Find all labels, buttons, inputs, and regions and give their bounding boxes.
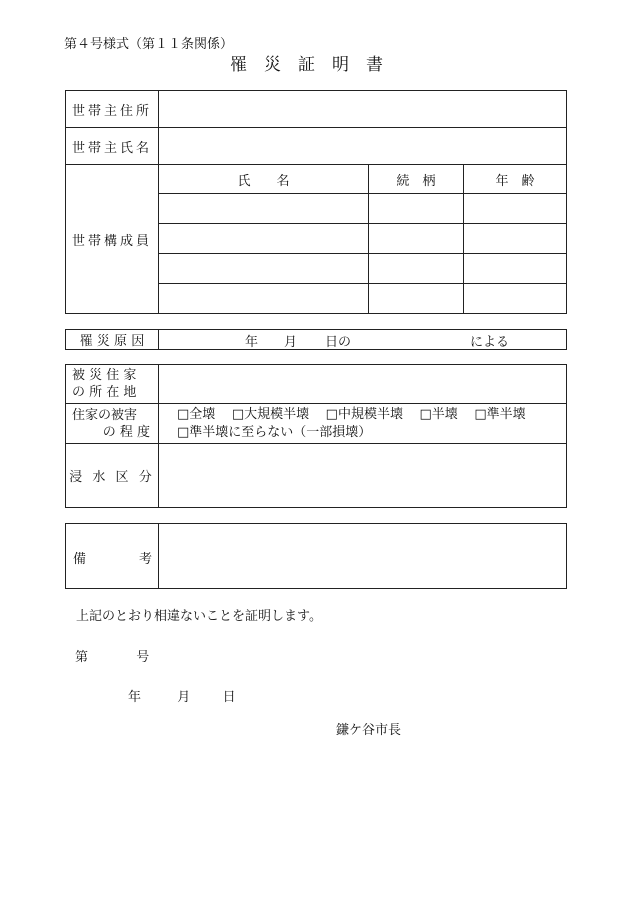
remarks-label xyxy=(66,524,159,589)
remarks-label-right: 考 xyxy=(138,552,152,567)
page-title: 罹災証明書 xyxy=(230,55,400,75)
issue-day: 日 xyxy=(222,690,236,705)
member-name-cell[interactable] xyxy=(159,224,369,254)
damage-option-total[interactable]: □全壊 xyxy=(177,406,216,422)
remarks-field[interactable] xyxy=(159,524,567,589)
form-number: 第４号様式（第１１条関係） xyxy=(64,37,234,52)
remarks-label-left: 備 xyxy=(73,552,87,567)
damage-option-semi-half[interactable]: □準半壊 xyxy=(474,406,526,422)
issue-month: 月 xyxy=(177,690,191,705)
remarks-table xyxy=(65,523,567,589)
location-label-line2: の 所 在 地 xyxy=(72,385,137,400)
number-prefix: 第 xyxy=(75,650,89,665)
member-age-header: 年 齢 xyxy=(464,165,567,194)
location-field[interactable] xyxy=(159,365,567,404)
member-relation-cell[interactable] xyxy=(369,224,464,254)
household-address-label: 世帯主住所 xyxy=(66,91,159,128)
member-name-cell[interactable] xyxy=(159,194,369,224)
issue-date xyxy=(128,686,236,705)
cause-suffix-label: による xyxy=(470,335,510,350)
cause-table xyxy=(65,329,567,350)
cause-field[interactable] xyxy=(159,330,567,350)
household-members-label: 世帯構成員 xyxy=(66,165,159,314)
cause-day-label: 日の xyxy=(325,335,352,350)
number-suffix: 号 xyxy=(136,650,150,665)
damage-options xyxy=(159,404,567,444)
location-label xyxy=(66,365,159,404)
member-name-cell[interactable] xyxy=(159,254,369,284)
damage-option-large[interactable]: □大規模半壊 xyxy=(231,406,310,422)
damage-option-half[interactable]: □半壊 xyxy=(419,406,458,422)
member-name-cell[interactable] xyxy=(159,284,369,314)
damage-option-partial[interactable]: □準半壊に至らない（一部損壊） xyxy=(177,424,372,440)
member-age-cell[interactable] xyxy=(464,254,567,284)
flood-field[interactable] xyxy=(159,444,567,508)
household-name-label: 世帯主氏名 xyxy=(66,128,159,165)
cause-month-label: 月 xyxy=(284,335,298,350)
location-label-line1: 被 災 住 家 xyxy=(72,368,137,383)
cause-year-label: 年 xyxy=(245,335,259,350)
member-name-header: 氏 名 xyxy=(159,165,369,194)
damage-label-line2: の 程 度 xyxy=(102,424,150,440)
certification-statement: 上記のとおり相違ないことを証明します。 xyxy=(76,609,322,624)
issue-year: 年 xyxy=(128,690,142,705)
member-relation-cell[interactable] xyxy=(369,194,464,224)
household-address-field[interactable] xyxy=(159,91,567,128)
damage-label-line1: 住家の被害 xyxy=(72,407,138,423)
cause-label: 罹 災 原 因 xyxy=(66,330,159,350)
damage-option-medium[interactable]: □中規模半壊 xyxy=(325,406,403,422)
flood-label: 浸 水 区 分 xyxy=(66,444,159,508)
damage-label xyxy=(66,404,159,444)
member-relation-header: 続 柄 xyxy=(369,165,464,194)
household-table xyxy=(65,90,567,314)
member-age-cell[interactable] xyxy=(464,224,567,254)
certificate-number xyxy=(75,646,149,665)
member-relation-cell[interactable] xyxy=(369,254,464,284)
member-age-cell[interactable] xyxy=(464,284,567,314)
damage-table xyxy=(65,364,567,508)
member-age-cell[interactable] xyxy=(464,194,567,224)
issuer-name: 鎌ケ谷市長 xyxy=(336,723,402,738)
household-name-field[interactable] xyxy=(159,128,567,165)
member-relation-cell[interactable] xyxy=(369,284,464,314)
